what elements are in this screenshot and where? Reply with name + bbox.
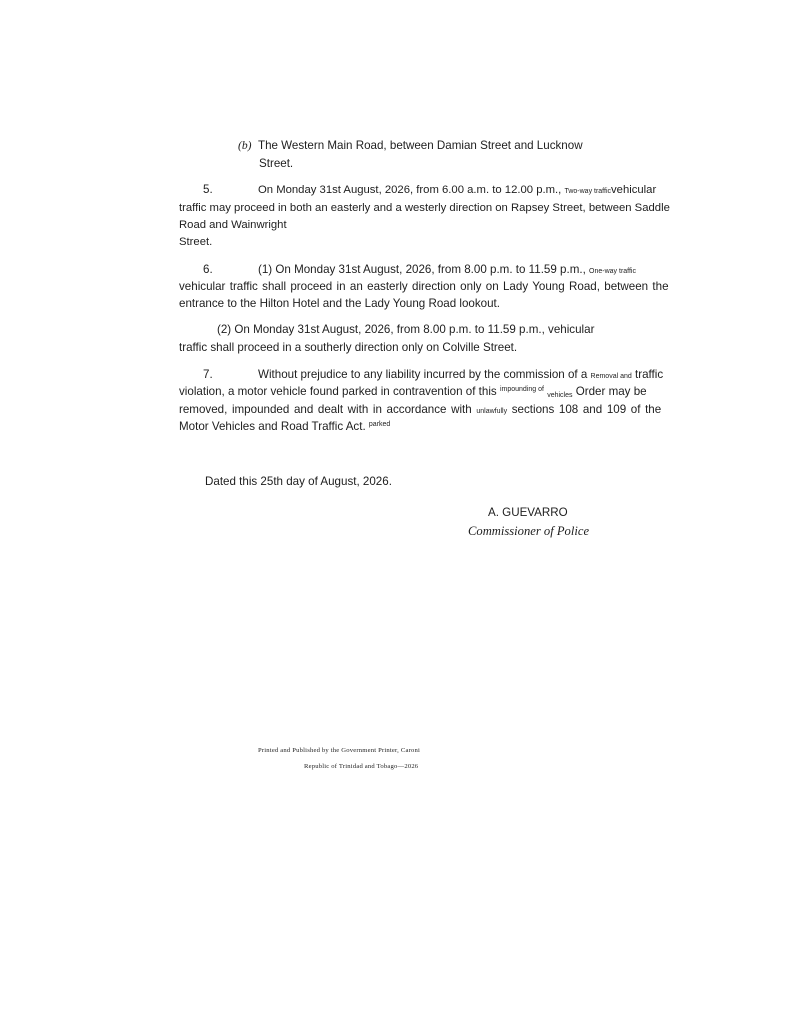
para-7-text-4a: Motor Vehicles and Road Traffic Act.	[179, 420, 366, 433]
para-7-note-impounding: impounding of	[499, 386, 544, 393]
signatory-title-text: Commissioner of Police	[468, 524, 590, 538]
footer-printer-text: Printed and Published by the Government Printer, Caroni	[258, 747, 421, 754]
para-7-note-unlawfully: unlawfully	[476, 408, 508, 415]
para-7-text-2a: violation, a motor vehicle found parked in contravention of this	[179, 385, 497, 398]
para-6-sub2-text-1: (2) On Monday 31st August, 2026, from 8.00 p.m. to 11.59 p.m., vehicular	[217, 323, 595, 336]
para-5-text-3: Road and Wainwright	[179, 219, 287, 231]
signatory-title	[468, 522, 589, 540]
para-6-sub2-line-1	[217, 321, 594, 339]
clause-b-text-1: The Western Main Road, between Damian Street and Lucknow	[257, 139, 583, 152]
para-5-line-3	[179, 216, 287, 234]
para-5-line-2	[179, 199, 670, 217]
para-7-number: 7.	[203, 368, 213, 381]
para-7-line-4	[179, 418, 390, 438]
para-7-text-3a: removed, impounded and dealt with in accordance with	[179, 403, 472, 416]
para-7-note-vehicles: vehicles	[547, 392, 573, 399]
para-6-text-2: vehicular traffic shall proceed in an easterly direction only on Lady Young Road, between the	[179, 280, 669, 293]
para-6-line-3	[179, 295, 500, 313]
para-5-line-1	[203, 181, 213, 199]
para-6-line-2	[179, 278, 669, 296]
clause-b-label: (b)	[238, 139, 252, 152]
para-6-note-one-way: One-way traffic	[589, 268, 636, 275]
para-7-text-2b: Order may be	[575, 385, 647, 398]
para-6-text-3: entrance to the Hilton Hotel and the Lady Young Road lookout.	[179, 297, 500, 310]
signatory-name	[488, 504, 568, 522]
para-7-text-1b: traffic	[635, 368, 664, 381]
para-7-note-parked: parked	[368, 421, 391, 428]
para-6-sub2-text-2: traffic shall proceed in a southerly direction only on Colville Street.	[179, 341, 518, 354]
signatory-name-text: A. GUEVARRO	[488, 506, 568, 519]
clause-b-text-2: Street.	[259, 157, 294, 170]
para-5-text-2: traffic may proceed in both an easterly and a westerly direction on Rapsey Street, between Saddle	[179, 202, 670, 214]
dated-text: Dated this 25th day of August, 2026.	[205, 475, 392, 488]
para-7-text-1a: Without prejudice to any liability incurred by the commission of a	[258, 368, 588, 381]
dated-line	[205, 473, 392, 491]
para-7-text-3b: sections 108 and 109 of the	[511, 403, 662, 416]
footer-republic-text: Republic of Trinidad and Tobago—2026	[304, 763, 419, 770]
footer-printer-line	[258, 747, 420, 754]
footer-republic-line	[304, 763, 418, 770]
para-5-line-1-text	[258, 181, 656, 201]
para-5-text-1a: On Monday 31st August, 2026, from 6.00 a.m. to 12.00 p.m.,	[258, 184, 562, 196]
para-6-text-1a: (1) On Monday 31st August, 2026, from 8.00 p.m. to 11.59 p.m.,	[258, 263, 586, 276]
para-5-note-two-way: Two-way traffic	[564, 188, 612, 195]
para-6-number-line	[203, 261, 213, 279]
para-5-line-4	[179, 233, 212, 251]
para-5-text-1b: vehicular	[611, 184, 657, 196]
para-6-number: 6.	[203, 263, 213, 276]
para-5-text-4: Street.	[179, 236, 213, 248]
para-7-number-line	[203, 366, 213, 384]
para-5-number: 5.	[203, 183, 213, 196]
para-7-line-2	[179, 383, 647, 403]
clause-b-line-2	[259, 155, 293, 173]
para-7-note-removal: Removal and	[590, 373, 632, 380]
para-6-sub2-line-2	[179, 339, 517, 357]
clause-b-line-1	[238, 137, 583, 155]
